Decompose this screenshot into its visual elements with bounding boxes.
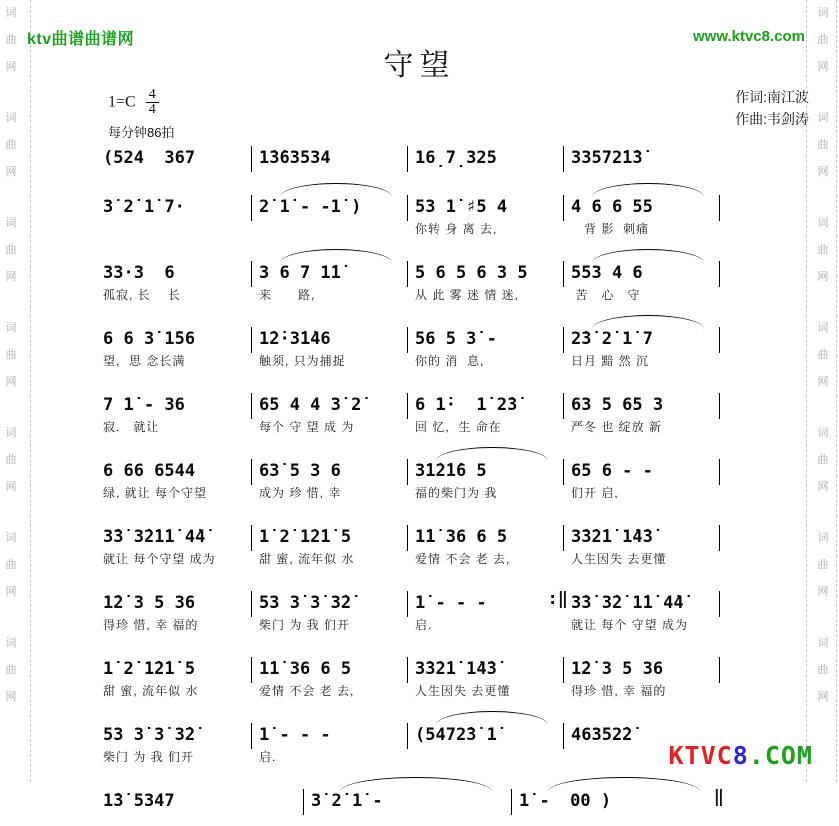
slur-arc — [436, 447, 548, 461]
measure — [564, 447, 720, 502]
watermark-char: 曲 — [817, 559, 829, 571]
lyricist-credit: 作词:南江波 — [735, 89, 809, 105]
barline — [719, 195, 720, 221]
measure — [564, 513, 720, 568]
song-title: 守望 — [383, 49, 456, 82]
watermark-char: 曲 — [817, 454, 829, 466]
measure — [408, 513, 564, 568]
watermark-char: 词 — [5, 112, 17, 124]
measure — [512, 777, 724, 815]
measure-notes: 3̇1̇2̇1̇6 5 — [415, 461, 487, 481]
right-dashed-divider — [806, 0, 807, 782]
measure-lyrics: 甜 蜜, 流年似 水 — [103, 684, 199, 698]
measure — [408, 711, 564, 766]
measure-lyrics: 苦 心 守 — [571, 288, 641, 302]
measure — [96, 315, 252, 370]
measure — [564, 645, 720, 700]
measure-lyrics: 爱情 不会 老 去, — [259, 684, 355, 698]
measure-lyrics: 成为 珍 惜, 幸 — [259, 486, 342, 500]
watermark-char: 网 — [5, 691, 17, 703]
measure-notes: 1̇2̇ 3 5 36 — [571, 659, 664, 679]
watermark-char: 网 — [5, 376, 17, 388]
measure-notes: 1̇3̇63534 — [259, 148, 331, 168]
score-system — [96, 315, 720, 370]
measure-lyrics: 严冬 也 绽放 新 — [571, 420, 663, 434]
barline — [719, 525, 720, 551]
watermark-char: 网 — [817, 376, 829, 388]
measure-notes: 53 1̇ ♯5 4 — [415, 197, 508, 217]
measure — [252, 134, 408, 172]
measure-lyrics: 触须, 只为捕捉 — [259, 354, 346, 368]
score-system — [96, 134, 720, 172]
watermark-char: 网 — [5, 61, 17, 73]
site-url-link[interactable]: www.ktvc8.com — [693, 28, 805, 45]
watermark-char: 网 — [817, 481, 829, 493]
measure-notes: 1̇ 2̇ 1̇2̇1̇ 5 — [259, 527, 352, 547]
measure-lyrics: 人生因失 去更懂 — [415, 684, 511, 698]
measure-lyrics: 每个 守 望 成 为 — [259, 420, 355, 434]
measure — [252, 249, 408, 304]
watermark-char: 词 — [817, 532, 829, 544]
end-barline: ‖ — [713, 787, 724, 807]
measure-lyrics: 甜 蜜, 流年似 水 — [259, 552, 355, 566]
right-edge-dashed-divider — [836, 0, 837, 782]
composer-credit: 作曲:韦剑涛 — [735, 111, 809, 128]
watermark-char: 曲 — [817, 244, 829, 256]
measure-notes: 1̇ 2̇ 1̇2̇1̇ 5 — [103, 659, 196, 679]
measure-lyrics: 从 此 雾 迷 情 迷, — [415, 288, 520, 302]
site-logo[interactable]: ktv曲谱曲谱网 — [27, 31, 135, 48]
measure-notes: 3̇ 2̇ 1̇ - — [311, 791, 383, 811]
end-barline: :‖ — [547, 589, 568, 609]
barline — [719, 261, 720, 287]
watermark-char: 曲 — [5, 34, 17, 46]
measure — [96, 447, 252, 502]
measure — [304, 777, 512, 815]
measure-notes: 63 5 65 3 — [571, 395, 664, 415]
key-signature: 1=C — [108, 93, 136, 111]
measure — [408, 645, 564, 700]
measure-notes: 63̇ 5 3 6 — [259, 461, 341, 481]
slur-arc — [592, 183, 704, 197]
measure — [408, 183, 564, 238]
measure — [408, 381, 564, 436]
measure-notes: 1̇1̇ 36 6 5 — [259, 659, 352, 679]
measure-notes: 3̇ 2̇ 1̇ 7· — [103, 197, 185, 217]
watermark-char: 曲 — [5, 244, 17, 256]
measure-notes: 1̇ - 00 ) — [519, 791, 612, 811]
measure-notes: 53 3̇ 3̇ 3̇2̇ — [103, 725, 196, 745]
barline — [719, 327, 720, 353]
time-signature — [146, 88, 159, 117]
measure-notes: 3̇3̇2̇1̇ 1̇4̇3̇ — [415, 659, 497, 679]
measure-lyrics: 爱情 不会 老 去, — [415, 552, 511, 566]
measure — [252, 183, 408, 238]
measure-lyrics: 福的柴门为 我 — [415, 486, 498, 500]
slur-arc — [592, 249, 704, 263]
watermark-char: 网 — [817, 166, 829, 178]
measure — [96, 381, 252, 436]
watermark-char: 网 — [817, 61, 829, 73]
time-signature-denominator: 4 — [148, 101, 156, 117]
measure — [252, 381, 408, 436]
measure-notes: 33572̇1̇3̇ — [571, 148, 643, 168]
watermark-char: 曲 — [5, 664, 17, 676]
measure — [96, 134, 252, 172]
measure-notes: 1̇3̇ 5347 — [103, 791, 175, 811]
watermark-char: 词 — [817, 217, 829, 229]
measure-lyrics: 就让 每个 守望 成为 — [571, 618, 689, 632]
right-watermark-column — [814, 0, 832, 782]
slur-arc — [280, 183, 392, 197]
measure-lyrics: 孤寂, 长 长 — [103, 288, 182, 302]
watermark-char: 网 — [5, 481, 17, 493]
measure-lyrics: 柴门 为 我 们开 — [259, 618, 351, 632]
slur-arc — [280, 249, 392, 263]
measure-notes: 553 4 6 — [571, 263, 643, 283]
barline — [719, 591, 720, 617]
measure-notes: 1̇ - - - — [415, 593, 487, 613]
measure — [408, 315, 564, 370]
measure — [564, 315, 720, 370]
left-watermark-column — [2, 0, 20, 782]
measure — [96, 711, 252, 766]
measure — [564, 579, 720, 634]
measure-notes: 16̣7̣325 — [415, 148, 497, 168]
watermark-char: 词 — [5, 427, 17, 439]
score-system — [96, 711, 720, 766]
footer-logo-part: KTVC — [668, 741, 733, 770]
score-system — [96, 183, 720, 238]
measure-notes: (5472̇3̇ 1̇ — [415, 725, 497, 745]
measure-notes: 1̇ - - - — [259, 725, 331, 745]
measure-lyrics: 绿, 就让 每个守望 — [103, 486, 208, 500]
measure — [252, 579, 408, 634]
measure-lyrics: 柴门 为 我 们开 — [103, 750, 195, 764]
measure — [96, 513, 252, 568]
watermark-char: 词 — [5, 637, 17, 649]
measure-notes: 6 1̇· 1̇ 2̇3̇ — [415, 395, 518, 415]
slur-arc — [436, 711, 548, 725]
footer-logo-part: .COM — [748, 741, 813, 770]
slur-arc — [341, 777, 491, 791]
watermark-char: 曲 — [817, 664, 829, 676]
measure-lyrics: 你转 身 离 去, — [415, 222, 498, 236]
measure-notes: (524 367 — [103, 148, 196, 168]
watermark-char: 网 — [5, 166, 17, 178]
measure-notes: 2̇3̇ 2̇ 1̇ 7 — [571, 329, 653, 349]
barline — [719, 657, 720, 683]
measure-notes: 3̇3̇ 3̇2̇ 1̇1̇ 4̇4̇ — [571, 593, 684, 613]
measure-lyrics: 启. — [259, 750, 277, 764]
measure — [564, 183, 720, 238]
measure-lyrics: 回 忆, 生 命在 — [415, 420, 502, 434]
measure — [96, 645, 252, 700]
measure-lyrics: 们开 启, — [571, 486, 619, 500]
measure-notes: 1̇2̇ 3 5 36 — [103, 593, 196, 613]
measure — [96, 777, 304, 815]
watermark-char: 曲 — [5, 454, 17, 466]
measure — [408, 249, 564, 304]
measure-notes: 3̇3̇2̇1̇ 1̇4̇3̇ — [571, 527, 653, 547]
measure-notes: 3 6 7 1̇1̇ — [259, 263, 341, 283]
measure-lyrics: 望, 思 念长满 — [103, 354, 186, 368]
left-dashed-divider — [30, 0, 31, 782]
measure — [408, 579, 568, 634]
watermark-char: 词 — [817, 7, 829, 19]
measure-notes: 56 5 3̇ - — [415, 329, 497, 349]
score-system — [96, 249, 720, 304]
measure-lyrics: 背 影 刺痛 — [571, 222, 650, 236]
measure-notes: 5 6 5 6 3 5 — [415, 263, 528, 283]
measure-notes: 7 1̇ - 36 — [103, 395, 185, 415]
score-system — [96, 777, 724, 815]
watermark-char: 词 — [817, 112, 829, 124]
ktvc8-footer-logo[interactable] — [669, 741, 814, 770]
measure-lyrics: 人生因失 去更懂 — [571, 552, 667, 566]
watermark-char: 曲 — [817, 34, 829, 46]
measure-lyrics: 就让 每个守望 成为 — [103, 552, 216, 566]
score — [96, 134, 724, 826]
watermark-char: 曲 — [817, 139, 829, 151]
barline — [719, 393, 720, 419]
watermark-char: 词 — [5, 322, 17, 334]
watermark-char: 曲 — [817, 349, 829, 361]
watermark-char: 词 — [5, 532, 17, 544]
watermark-char: 网 — [5, 586, 17, 598]
measure-notes: 3̇3̇ 3̇2̇1̇1̇ 4̇4̇ — [103, 527, 206, 547]
measure-lyrics: 来 路, — [259, 288, 316, 302]
score-system — [96, 645, 720, 700]
measure — [96, 249, 252, 304]
measure-notes: 65 6 - - — [571, 461, 653, 481]
measure-notes: 1̇1̇ 36 6 5 — [415, 527, 508, 547]
time-signature-numerator: 4 — [146, 87, 159, 103]
measure-notes: 46352̇2̇ — [571, 725, 633, 745]
watermark-char: 网 — [5, 271, 17, 283]
measure — [408, 134, 564, 172]
score-system — [96, 447, 720, 502]
measure — [252, 447, 408, 502]
barline — [719, 459, 720, 485]
watermark-char: 词 — [5, 7, 17, 19]
score-system — [96, 381, 720, 436]
watermark-char: 词 — [817, 637, 829, 649]
measure-notes: 1̇2̇·3̇1̇46 — [259, 329, 331, 349]
watermark-char: 网 — [817, 586, 829, 598]
measure — [564, 249, 720, 304]
measure-lyrics: 你的 消 息, — [415, 354, 485, 368]
credits-block — [735, 86, 809, 131]
measure-lyrics: 得珍 惜, 幸 福的 — [103, 618, 199, 632]
watermark-char: 曲 — [5, 139, 17, 151]
tempo-marking: 每分钟86拍 — [108, 125, 175, 141]
measure — [252, 645, 408, 700]
measure — [252, 513, 408, 568]
measure — [252, 711, 408, 766]
measure-notes: 6 6 3̇ 1̇56 — [103, 329, 196, 349]
score-system — [96, 513, 720, 568]
watermark-char: 词 — [817, 427, 829, 439]
slur-arc — [549, 777, 699, 791]
score-system — [96, 579, 720, 634]
measure-notes: 65 4 4 3̇ 2̇ — [259, 395, 362, 415]
measure — [564, 381, 720, 436]
measure-notes: 2̇ 1̇ - -1̇ ) — [259, 197, 362, 217]
measure — [96, 579, 252, 634]
measure-notes: 6 66 6544 — [103, 461, 196, 481]
watermark-char: 词 — [817, 322, 829, 334]
measure-lyrics: 得珍 惜, 幸 福的 — [571, 684, 667, 698]
measure — [408, 447, 564, 502]
footer-logo-part: 8 — [732, 741, 749, 770]
measure-lyrics: 寂. 就让 — [103, 420, 160, 434]
measure — [252, 315, 408, 370]
measure-notes: 4 6 6 55 — [571, 197, 653, 217]
watermark-char: 网 — [817, 271, 829, 283]
watermark-char: 网 — [817, 691, 829, 703]
watermark-char: 词 — [5, 217, 17, 229]
measure — [564, 134, 720, 172]
measure-lyrics: 日月 黯 然 沉 — [571, 354, 650, 368]
measure-notes: 53 3̇ 3̇ 3̇2̇ — [259, 593, 352, 613]
measure-notes: 33·3 6 — [103, 263, 175, 283]
slur-arc — [592, 315, 704, 329]
measure — [96, 183, 252, 238]
measure-lyrics: 启. — [415, 618, 433, 632]
watermark-char: 曲 — [5, 349, 17, 361]
watermark-char: 曲 — [5, 559, 17, 571]
